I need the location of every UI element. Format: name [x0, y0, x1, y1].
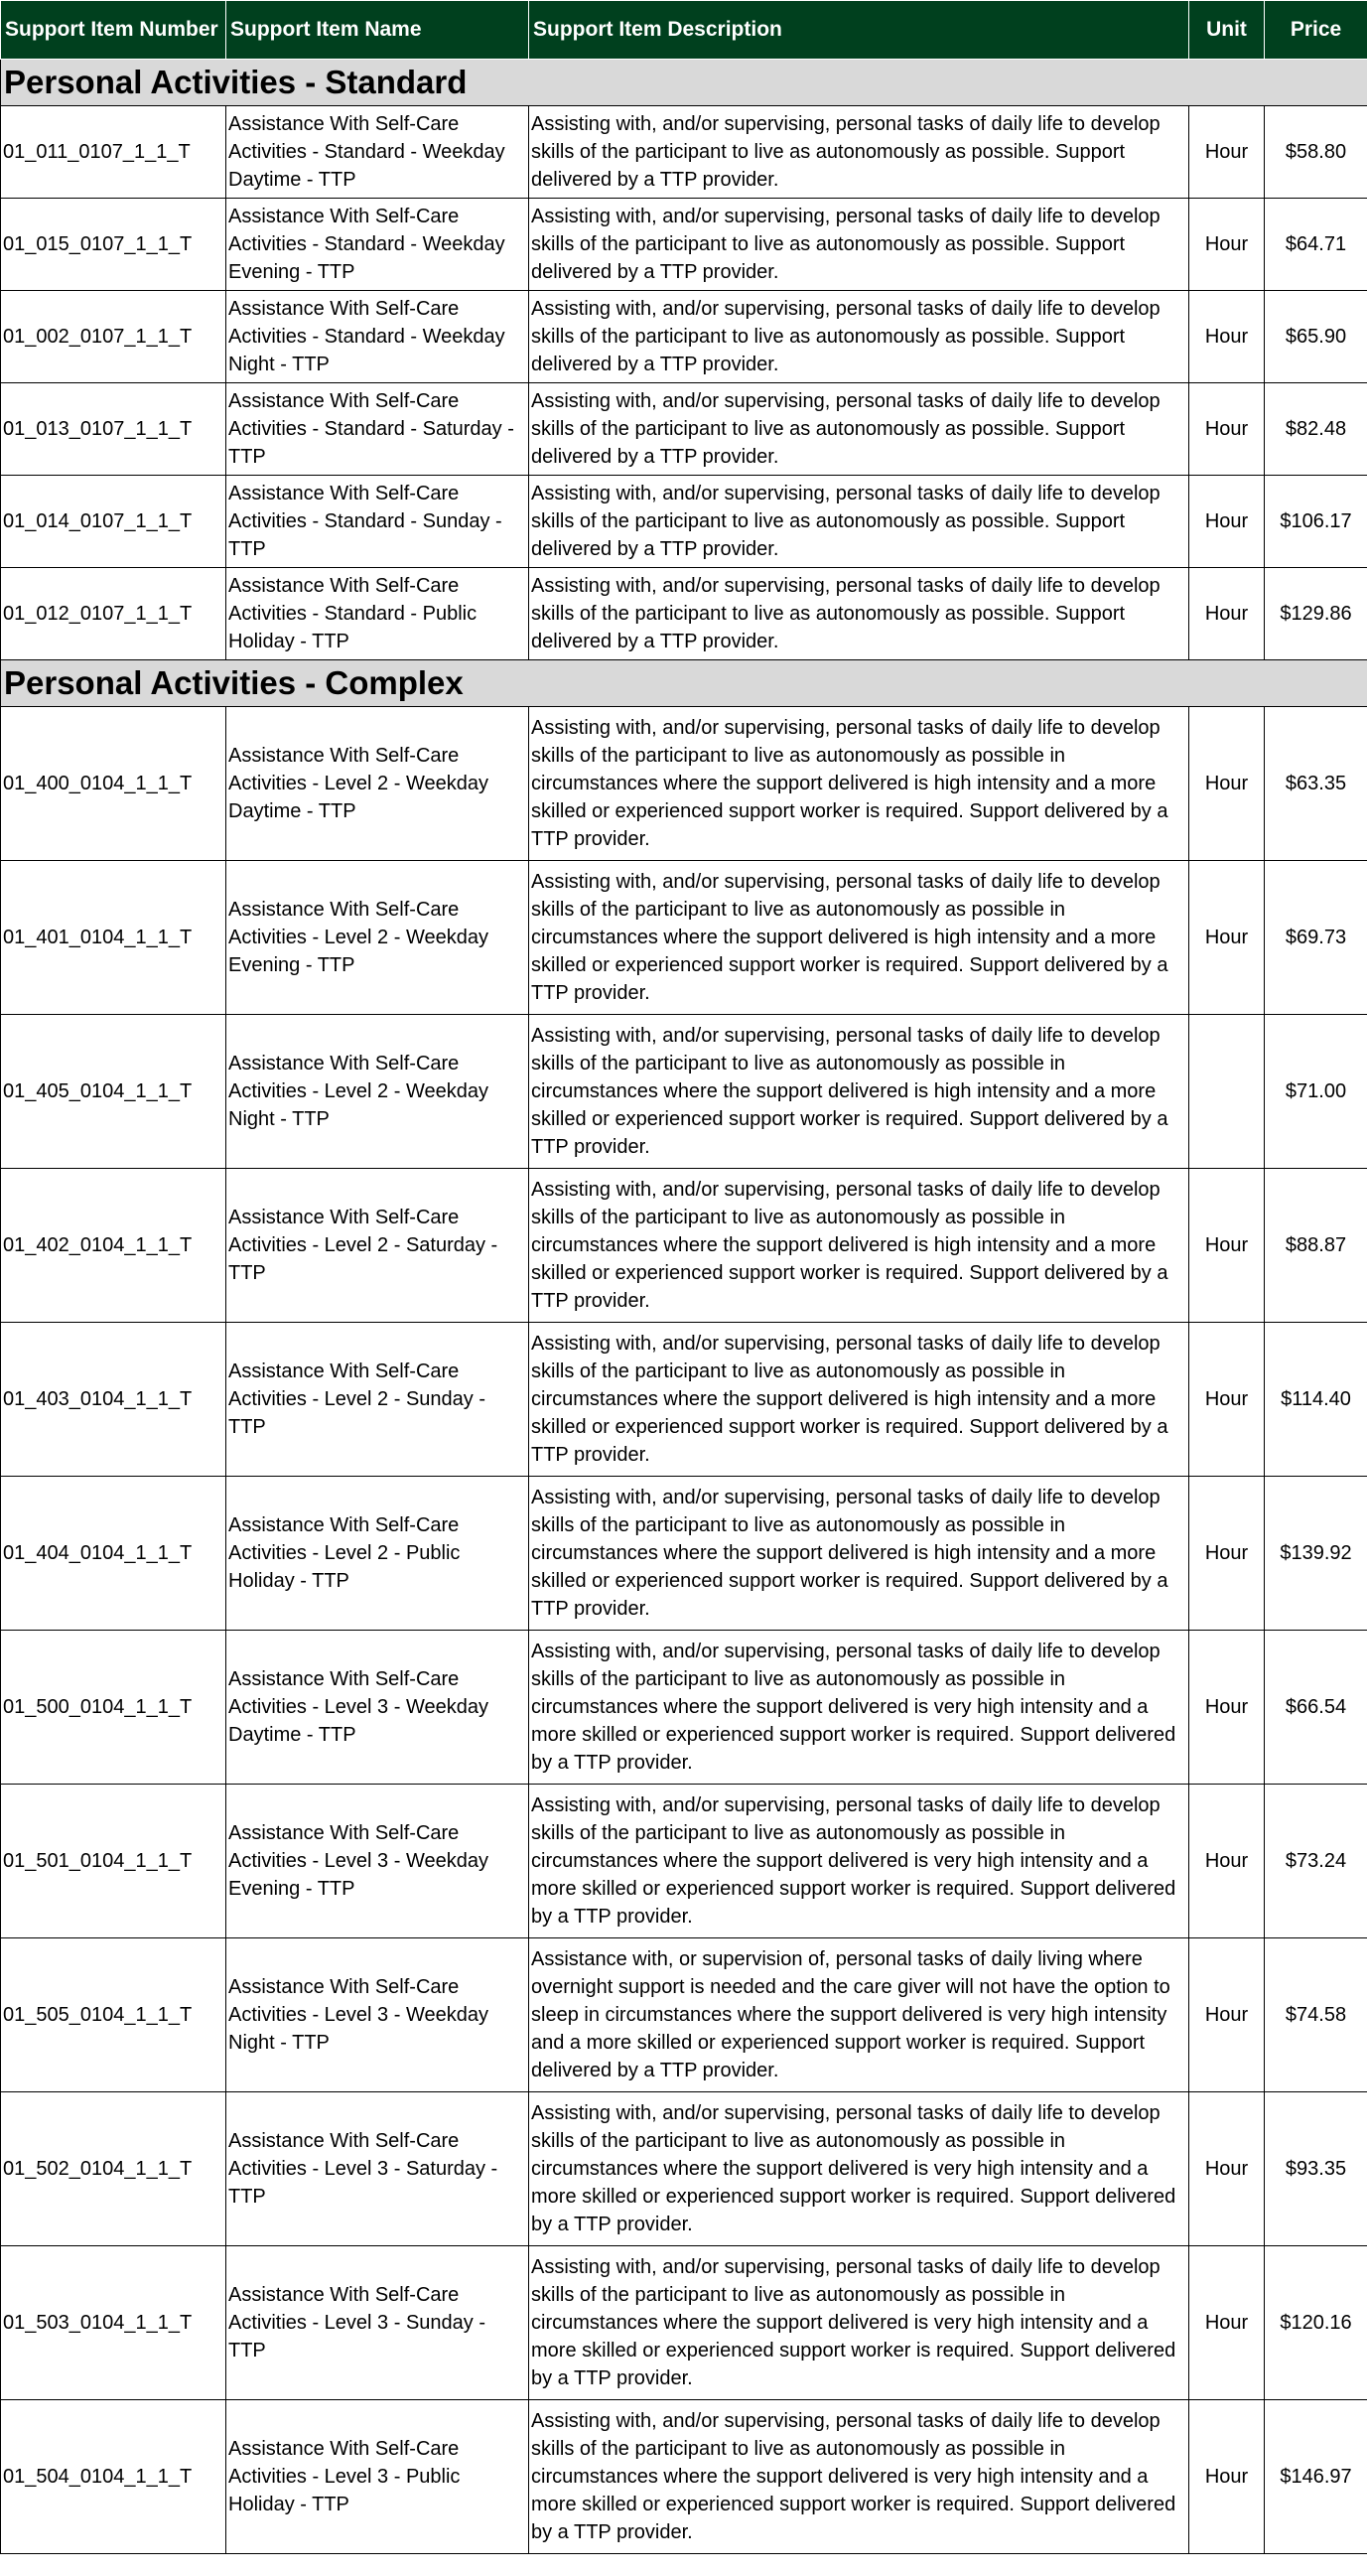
section-header-row — [1, 660, 1367, 707]
support-item-name: Assistance With Self-Care Activities - Standard - Weekday Daytime - TTP — [226, 106, 529, 199]
support-item-unit: Hour — [1189, 199, 1265, 291]
support-item-description: Assisting with, and/or supervising, personal tasks of daily life to develop skills of the participant to live as autonomously as possible. Support delivered by a TTP provider. — [529, 383, 1189, 476]
table-row — [1, 568, 1367, 660]
support-item-number: 01_502_0104_1_1_T — [1, 2092, 226, 2246]
support-item-price: $120.16 — [1265, 2246, 1367, 2400]
support-item-name: Assistance With Self-Care Activities - Level 2 - Weekday Daytime - TTP — [226, 707, 529, 861]
support-item-number: 01_403_0104_1_1_T — [1, 1323, 226, 1477]
support-item-description: Assisting with, and/or supervising, personal tasks of daily life to develop skills of the participant to live as autonomously as possible. Support delivered by a TTP provider. — [529, 291, 1189, 383]
support-item-unit: Hour — [1189, 106, 1265, 199]
support-item-name: Assistance With Self-Care Activities - Standard - Saturday - TTP — [226, 383, 529, 476]
support-item-number: 01_504_0104_1_1_T — [1, 2400, 226, 2554]
support-item-unit: Hour — [1189, 1631, 1265, 1785]
support-item-price: $129.86 — [1265, 568, 1367, 660]
support-item-number: 01_503_0104_1_1_T — [1, 2246, 226, 2400]
support-item-description: Assisting with, and/or supervising, personal tasks of daily life to develop skills of the participant to live as autonomously as possible in circumstances where the support delivered is very high intensity and a more skilled or experienced support worker is required. Support delivered by a TTP provider. — [529, 2400, 1189, 2554]
support-item-unit: Hour — [1189, 707, 1265, 861]
header-support-item-number: Support Item Number — [1, 1, 226, 60]
support-item-unit: Hour — [1189, 1169, 1265, 1323]
header-unit: Unit — [1189, 1, 1265, 60]
support-item-price: $106.17 — [1265, 476, 1367, 568]
support-item-unit: Hour — [1189, 1323, 1265, 1477]
support-item-unit: Hour — [1189, 1938, 1265, 2092]
support-item-name: Assistance With Self-Care Activities - Level 3 - Weekday Night - TTP — [226, 1938, 529, 2092]
support-item-number: 01_014_0107_1_1_T — [1, 476, 226, 568]
table-row — [1, 861, 1367, 1015]
table-row — [1, 476, 1367, 568]
table-row — [1, 291, 1367, 383]
table-row — [1, 707, 1367, 861]
support-item-number: 01_012_0107_1_1_T — [1, 568, 226, 660]
support-item-description: Assisting with, and/or supervising, personal tasks of daily life to develop skills of the participant to live as autonomously as possible in circumstances where the support delivered is very high intensity and a more skilled or experienced support worker is required. Support delivered by a TTP provider. — [529, 1785, 1189, 1938]
support-item-name: Assistance With Self-Care Activities - Level 3 - Sunday - TTP — [226, 2246, 529, 2400]
support-item-number: 01_015_0107_1_1_T — [1, 199, 226, 291]
support-item-unit: Hour — [1189, 2246, 1265, 2400]
table-row — [1, 1323, 1367, 1477]
table-row — [1, 2246, 1367, 2400]
table-row — [1, 1169, 1367, 1323]
support-item-number: 01_013_0107_1_1_T — [1, 383, 226, 476]
support-item-name: Assistance With Self-Care Activities - Standard - Weekday Night - TTP — [226, 291, 529, 383]
support-item-name: Assistance With Self-Care Activities - Standard - Public Holiday - TTP — [226, 568, 529, 660]
support-item-name: Assistance With Self-Care Activities - Level 2 - Weekday Evening - TTP — [226, 861, 529, 1015]
support-item-number: 01_400_0104_1_1_T — [1, 707, 226, 861]
support-item-description: Assisting with, and/or supervising, personal tasks of daily life to develop skills of the participant to live as autonomously as possible in circumstances where the support delivered is very high intensity and a more skilled or experienced support worker is required. Support delivered by a TTP provider. — [529, 2092, 1189, 2246]
support-item-description: Assisting with, and/or supervising, personal tasks of daily life to develop skills of the participant to live as autonomously as possible in circumstances where the support delivered is very high intensity and a more skilled or experienced support worker is required. Support delivered by a TTP provider. — [529, 1631, 1189, 1785]
support-item-number: 01_011_0107_1_1_T — [1, 106, 226, 199]
support-item-unit: Hour — [1189, 383, 1265, 476]
support-item-number: 01_505_0104_1_1_T — [1, 1938, 226, 2092]
support-item-price: $82.48 — [1265, 383, 1367, 476]
support-item-name: Assistance With Self-Care Activities - Level 2 - Weekday Night - TTP — [226, 1015, 529, 1169]
support-item-unit: Hour — [1189, 291, 1265, 383]
header-support-item-name: Support Item Name — [226, 1, 529, 60]
support-item-price: $65.90 — [1265, 291, 1367, 383]
support-item-number: 01_500_0104_1_1_T — [1, 1631, 226, 1785]
table-row — [1, 1015, 1367, 1169]
header-row — [1, 1, 1367, 60]
support-item-description: Assisting with, and/or supervising, personal tasks of daily life to develop skills of the participant to live as autonomously as possible in circumstances where the support delivered is high intensity and a more skilled or experienced support worker is required. Support delivered by a TTP provider. — [529, 861, 1189, 1015]
support-item-unit: Hour — [1189, 861, 1265, 1015]
support-item-description: Assisting with, and/or supervising, personal tasks of daily life to develop skills of the participant to live as autonomously as possible in circumstances where the support delivered is high intensity and a more skilled or experienced support worker is required. Support delivered by a TTP provider. — [529, 707, 1189, 861]
support-item-name: Assistance With Self-Care Activities - Level 3 - Weekday Daytime - TTP — [226, 1631, 529, 1785]
table-header — [1, 1, 1367, 60]
support-item-description: Assisting with, and/or supervising, personal tasks of daily life to develop skills of the participant to live as autonomously as possible. Support delivered by a TTP provider. — [529, 199, 1189, 291]
support-item-number: 01_405_0104_1_1_T — [1, 1015, 226, 1169]
support-item-unit: Hour — [1189, 1477, 1265, 1631]
section-title: Personal Activities - Standard — [1, 60, 1367, 106]
support-item-description: Assisting with, and/or supervising, personal tasks of daily life to develop skills of the participant to live as autonomously as possible. Support delivered by a TTP provider. — [529, 476, 1189, 568]
support-item-name: Assistance With Self-Care Activities - Level 3 - Weekday Evening - TTP — [226, 1785, 529, 1938]
support-item-price: $93.35 — [1265, 2092, 1367, 2246]
support-item-name: Assistance With Self-Care Activities - Level 3 - Saturday - TTP — [226, 2092, 529, 2246]
support-item-name: Assistance With Self-Care Activities - Level 2 - Public Holiday - TTP — [226, 1477, 529, 1631]
support-item-price: $63.35 — [1265, 707, 1367, 861]
support-item-price: $88.87 — [1265, 1169, 1367, 1323]
support-item-name: Assistance With Self-Care Activities - Level 2 - Saturday - TTP — [226, 1169, 529, 1323]
support-item-number: 01_501_0104_1_1_T — [1, 1785, 226, 1938]
header-price: Price — [1265, 1, 1367, 60]
support-item-price: $58.80 — [1265, 106, 1367, 199]
support-item-unit: Hour — [1189, 568, 1265, 660]
support-item-description: Assisting with, and/or supervising, personal tasks of daily life to develop skills of the participant to live as autonomously as possible in circumstances where the support delivered is very high intensity and a more skilled or experienced support worker is required. Support delivered by a TTP provider. — [529, 2246, 1189, 2400]
table-row — [1, 1631, 1367, 1785]
support-item-price: $66.54 — [1265, 1631, 1367, 1785]
support-item-number: 01_401_0104_1_1_T — [1, 861, 226, 1015]
support-item-description: Assisting with, and/or supervising, personal tasks of daily life to develop skills of the participant to live as autonomously as possible. Support delivered by a TTP provider. — [529, 106, 1189, 199]
support-item-price: $69.73 — [1265, 861, 1367, 1015]
support-item-price: $74.58 — [1265, 1938, 1367, 2092]
support-item-description: Assistance with, or supervision of, personal tasks of daily living where overnight support is needed and the care giver will not have the option to sleep in circumstances where the support delivered is very high intensity and a more skilled or experienced support worker is required. Support delivered by a TTP provider. — [529, 1938, 1189, 2092]
support-item-number: 01_002_0107_1_1_T — [1, 291, 226, 383]
support-item-description: Assisting with, and/or supervising, personal tasks of daily life to develop skills of the participant to live as autonomously as possible in circumstances where the support delivered is high intensity and a more skilled or experienced support worker is required. Support delivered by a TTP provider. — [529, 1323, 1189, 1477]
support-item-description: Assisting with, and/or supervising, personal tasks of daily life to develop skills of the participant to live as autonomously as possible in circumstances where the support delivered is high intensity and a more skilled or experienced support worker is required. Support delivered by a TTP provider. — [529, 1015, 1189, 1169]
section-header-row — [1, 60, 1367, 106]
support-item-description: Assisting with, and/or supervising, personal tasks of daily life to develop skills of the participant to live as autonomously as possible in circumstances where the support delivered is high intensity and a more skilled or experienced support worker is required. Support delivered by a TTP provider. — [529, 1169, 1189, 1323]
table-row — [1, 2400, 1367, 2554]
header-support-item-description: Support Item Description — [529, 1, 1189, 60]
support-item-price: $139.92 — [1265, 1477, 1367, 1631]
support-item-number: 01_404_0104_1_1_T — [1, 1477, 226, 1631]
support-item-name: Assistance With Self-Care Activities - Standard - Sunday - TTP — [226, 476, 529, 568]
table-row — [1, 1477, 1367, 1631]
support-item-price: $73.24 — [1265, 1785, 1367, 1938]
support-item-unit: Hour — [1189, 1785, 1265, 1938]
support-item-unit: Hour — [1189, 476, 1265, 568]
table-row — [1, 199, 1367, 291]
support-item-price: $146.97 — [1265, 2400, 1367, 2554]
support-item-unit — [1189, 1015, 1265, 1169]
table-row — [1, 1785, 1367, 1938]
table-row — [1, 383, 1367, 476]
support-item-number: 01_402_0104_1_1_T — [1, 1169, 226, 1323]
support-item-name: Assistance With Self-Care Activities - Level 2 - Sunday - TTP — [226, 1323, 529, 1477]
support-item-price: $64.71 — [1265, 199, 1367, 291]
table-row — [1, 106, 1367, 199]
support-item-price: $71.00 — [1265, 1015, 1367, 1169]
support-item-unit: Hour — [1189, 2092, 1265, 2246]
support-item-description: Assisting with, and/or supervising, personal tasks of daily life to develop skills of the participant to live as autonomously as possible. Support delivered by a TTP provider. — [529, 568, 1189, 660]
support-item-unit: Hour — [1189, 2400, 1265, 2554]
support-item-price: $114.40 — [1265, 1323, 1367, 1477]
table-body — [1, 60, 1367, 2554]
table-row — [1, 2092, 1367, 2246]
support-item-name: Assistance With Self-Care Activities - Standard - Weekday Evening - TTP — [226, 199, 529, 291]
table-row — [1, 1938, 1367, 2092]
support-item-name: Assistance With Self-Care Activities - Level 3 - Public Holiday - TTP — [226, 2400, 529, 2554]
support-item-description: Assisting with, and/or supervising, personal tasks of daily life to develop skills of the participant to live as autonomously as possible in circumstances where the support delivered is high intensity and a more skilled or experienced support worker is required. Support delivered by a TTP provider. — [529, 1477, 1189, 1631]
section-title: Personal Activities - Complex — [1, 660, 1367, 707]
